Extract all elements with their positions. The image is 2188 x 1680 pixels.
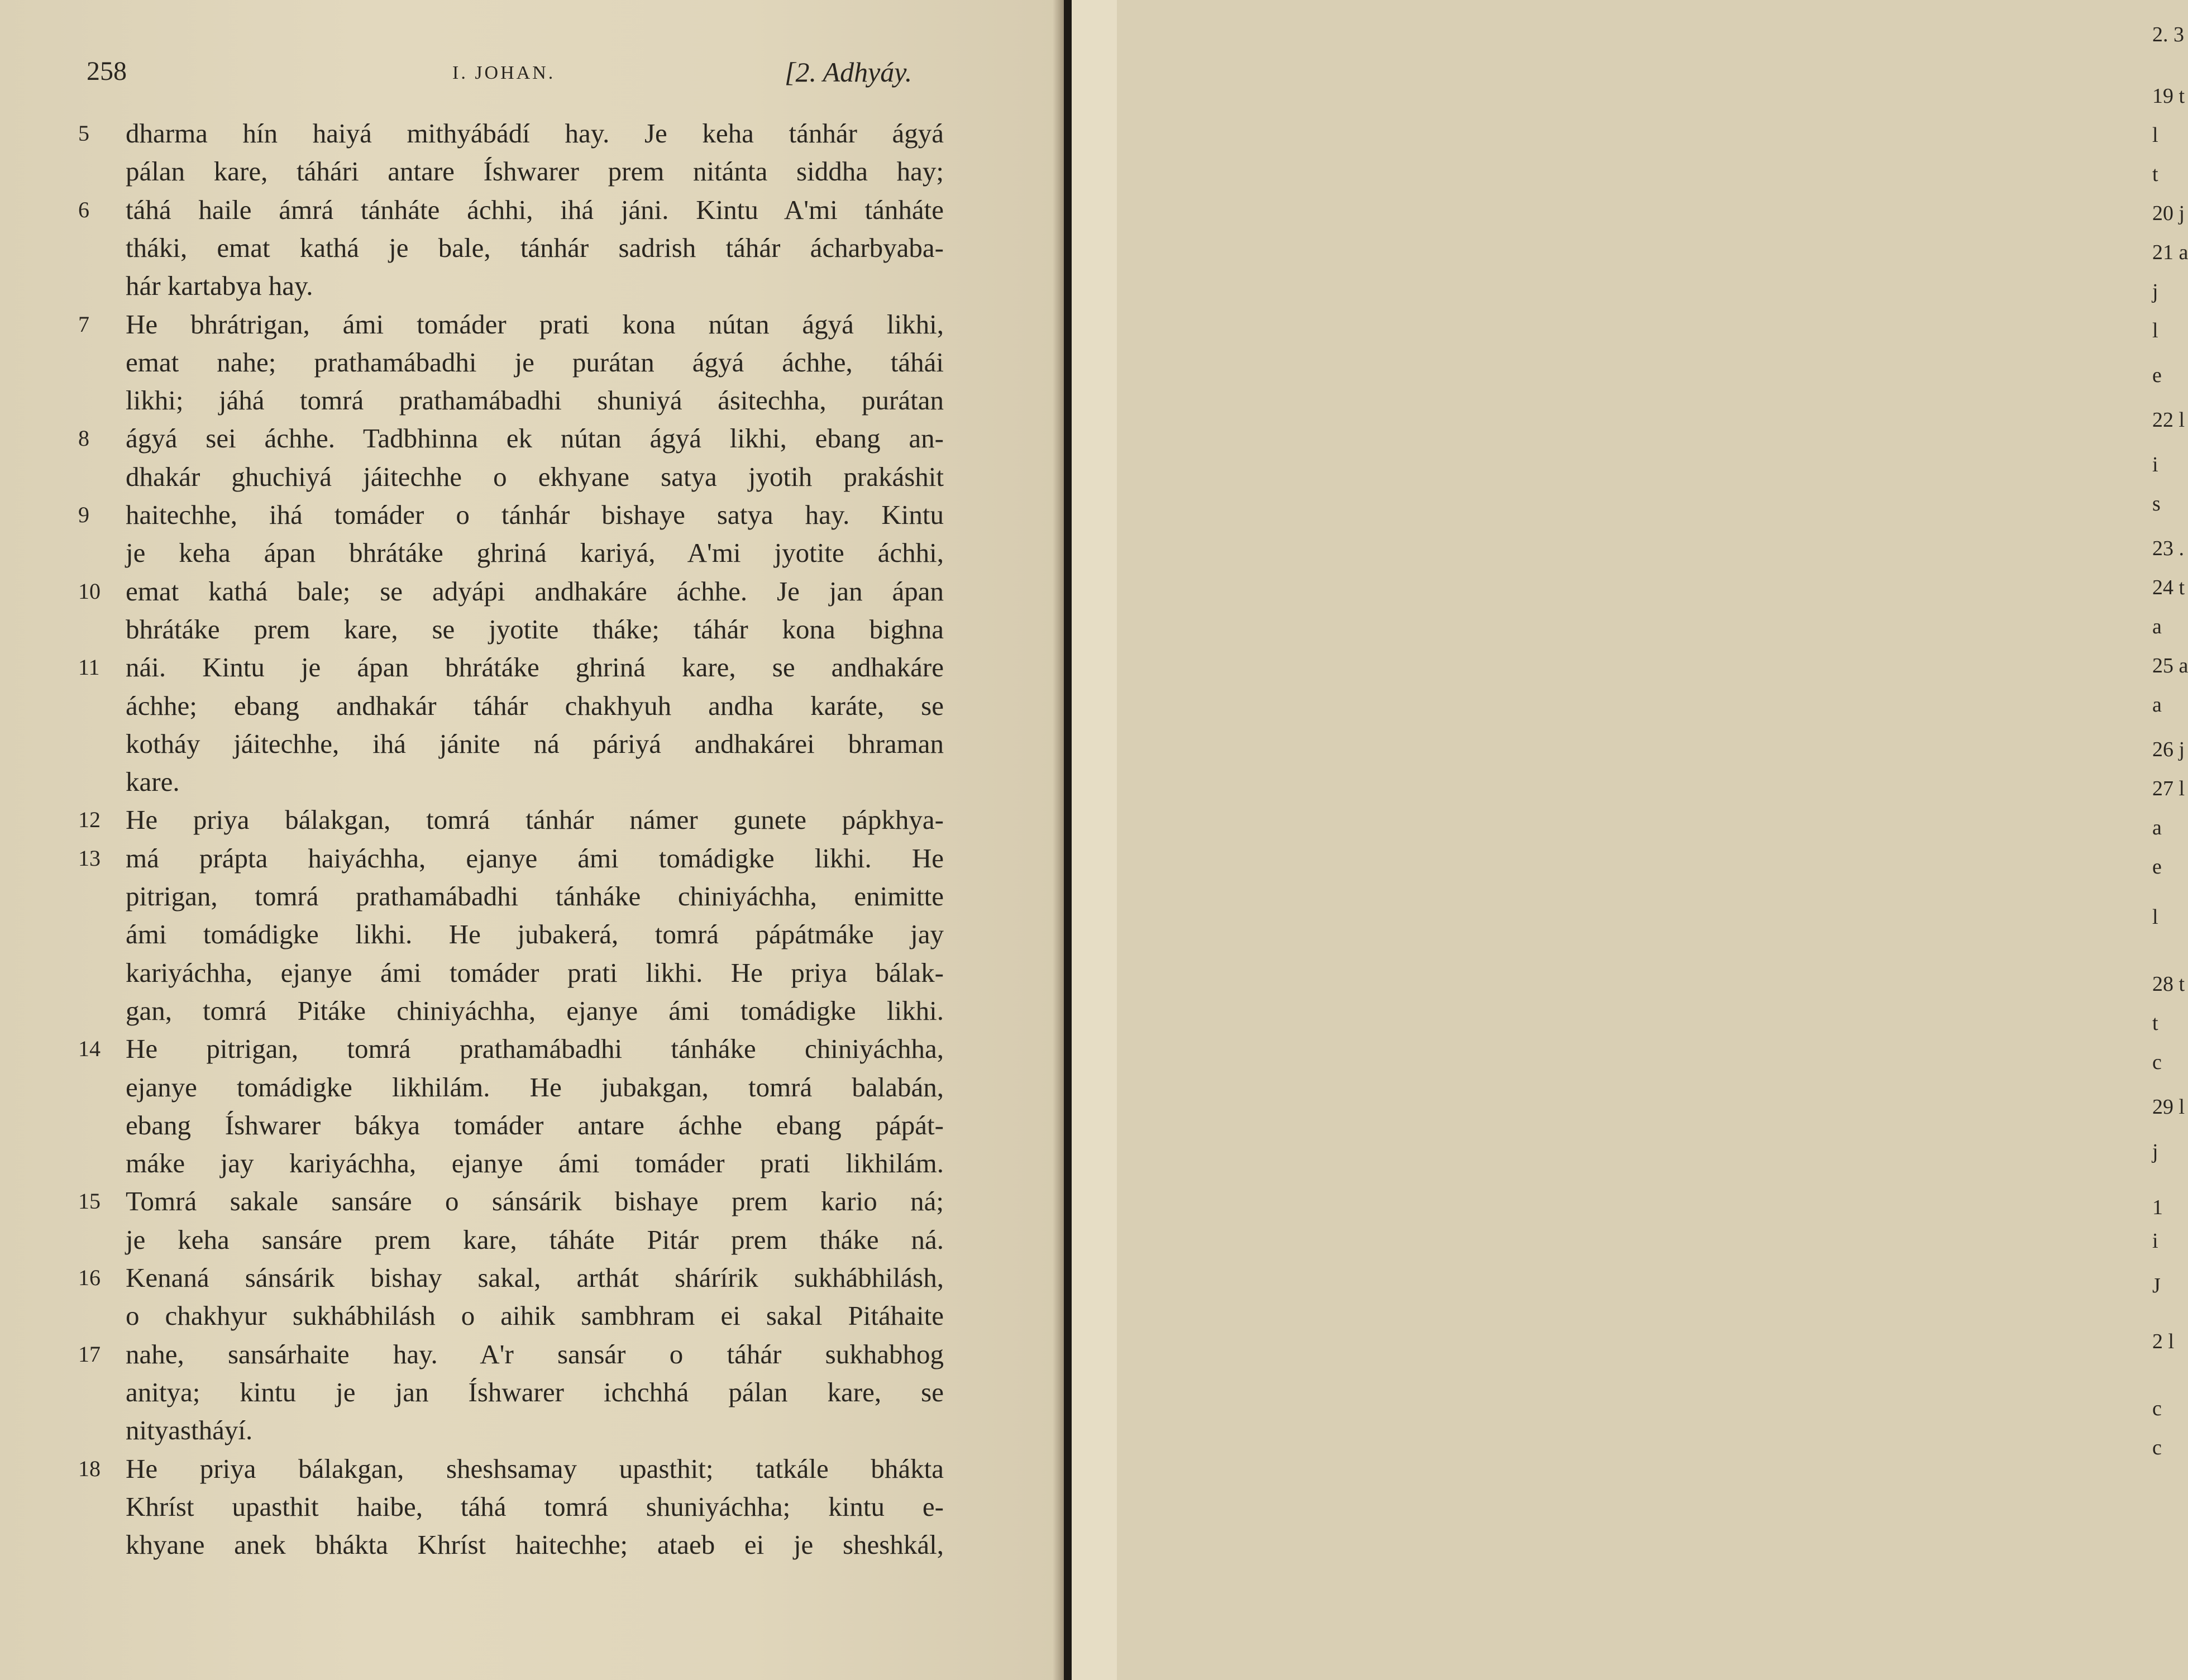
verse-number <box>78 954 120 992</box>
text-line: je keha ápan bhrátáke ghriná kariyá, A'mi jyotite áchhi, <box>126 537 944 568</box>
facing-page-fragment: 2. 3 <box>2152 23 2184 46</box>
verse-number: 15 <box>78 1189 101 1214</box>
verse-number: 5 <box>78 121 89 146</box>
verse-number: 9 <box>78 502 89 527</box>
book-gutter <box>1064 0 1072 1680</box>
text-line: gan, tomrá Pitáke chiniyáchha, ejanye ámi tomádigke likhi. <box>126 995 944 1026</box>
text-line: hár kartabya hay. <box>126 270 313 301</box>
facing-page-fragment: 24 t <box>2152 576 2185 599</box>
text-line: He priya bálakgan, tomrá tánhár námer gunete pápkhya- <box>126 804 944 835</box>
verse-number <box>78 1068 120 1106</box>
verse-number <box>78 1144 120 1182</box>
verse-number <box>78 1297 120 1335</box>
facing-page-fragment: 22 l <box>2152 408 2185 432</box>
text-line: kariyáchha, ejanye ámi tomáder prati likhi. He priya bálak- <box>126 957 944 988</box>
text-line: haitechhe, ihá tomáder o tánhár bishaye satya hay. Kintu <box>126 499 944 530</box>
facing-page-fragment: j <box>2152 280 2158 303</box>
facing-page-fragment: 23 . <box>2152 537 2184 560</box>
facing-page-fragment: 19 t <box>2152 84 2185 108</box>
facing-page-fragment: j <box>2152 1140 2158 1163</box>
facing-page-fragment: 2 l <box>2152 1330 2175 1353</box>
facing-page-fragment: a <box>2152 816 2162 839</box>
verse-number <box>78 381 120 419</box>
facing-page-fragment: 21 a <box>2152 241 2188 264</box>
verse-number <box>78 229 120 267</box>
book-page <box>0 0 1064 1680</box>
verse-number <box>78 763 120 801</box>
facing-page-fragment: a <box>2152 615 2162 638</box>
facing-page-fragment: 27 l <box>2152 777 2185 800</box>
facing-page-fragment: J <box>2152 1274 2161 1297</box>
facing-page-fragment: t <box>2152 1011 2158 1035</box>
facing-page-fragment: c <box>2152 1051 2162 1074</box>
verse-number <box>78 687 120 725</box>
verse-number <box>78 992 120 1030</box>
text-line: Kenaná sánsárik bishay sakal, arthát shárírik sukhábhilásh, <box>126 1262 944 1293</box>
chapter-reference: [2. Adhyáy. <box>785 56 913 88</box>
verse-number <box>78 1488 120 1526</box>
text-line: ágyá sei áchhe. Tadbhinna ek nútan ágyá likhi, ebang an- <box>126 423 944 454</box>
verse-number <box>78 1221 120 1259</box>
facing-page-fragment: a <box>2152 693 2162 717</box>
verse-number: 13 <box>78 846 101 871</box>
verse-number <box>78 725 120 763</box>
text-line: dhakár ghuchiyá jáitechhe o ekhyane satya jyotih prakáshit <box>126 461 944 492</box>
page-number: 258 <box>87 56 127 86</box>
facing-page-fragment: l <box>2152 123 2158 147</box>
text-line: Tomrá sakale sansáre o sánsárik bishaye prem kario ná; <box>126 1186 944 1216</box>
verse-number <box>78 152 120 190</box>
text-line: nityastháyí. <box>126 1415 253 1445</box>
facing-page-fragment: i <box>2152 1229 2158 1253</box>
text-line: Khríst upasthit haibe, táhá tomrá shuniyáchha; kintu e- <box>126 1491 944 1522</box>
verse-number: 16 <box>78 1265 101 1290</box>
text-line: tháki, emat kathá je bale, tánhár sadrish táhár ácharbyaba- <box>126 232 944 263</box>
text-line: o chakhyur sukhábhilásh o aihik sambhram ei sakal Pitáhaite <box>126 1300 944 1331</box>
facing-page-fragment: e <box>2152 364 2162 387</box>
text-line: He pitrigan, tomrá prathamábadhi tánháke chiniyáchha, <box>126 1033 944 1064</box>
text-line: táhá haile ámrá tánháte áchhi, ihá jáni. Kintu A'mi tánháte <box>126 194 944 225</box>
facing-page-fragment: l <box>2152 319 2158 342</box>
verse-number: 7 <box>78 312 89 337</box>
text-line: máke jay kariyáchha, ejanye ámi tomáder prati likhilám. <box>126 1148 944 1178</box>
text-line: emat nahe; prathamábadhi je purátan ágyá áchhe, táhái <box>126 347 944 378</box>
facing-page-fragment: 28 t <box>2152 972 2185 996</box>
verse-number <box>78 915 120 953</box>
facing-page-fragment: c <box>2152 1436 2162 1459</box>
text-line: áchhe; ebang andhakár táhár chakhyuh andha karáte, se <box>126 690 944 721</box>
verse-number: 6 <box>78 197 89 222</box>
facing-page-fragment: 29 l <box>2152 1095 2185 1119</box>
text-line: ebang Íshwarer bákya tomáder antare áchhe ebang pápát- <box>126 1110 944 1140</box>
text-line: emat kathá bale; se adyápi andhakáre áchhe. Je jan ápan <box>126 576 944 607</box>
verse-number <box>78 458 120 496</box>
verse-number <box>78 343 120 381</box>
text-line: kare. <box>126 766 180 797</box>
facing-page-fragment: 1 <box>2152 1196 2163 1219</box>
facing-page-fragment: s <box>2152 492 2161 516</box>
facing-page-fragment: 26 j <box>2152 738 2185 761</box>
verse-number <box>78 1411 120 1449</box>
verse-number: 8 <box>78 426 89 451</box>
text-line: nái. Kintu je ápan bhrátáke ghriná kare, se andhakáre <box>126 652 944 682</box>
verse-number <box>78 534 120 572</box>
text-line: ejanye tomádigke likhilám. He jubakgan, tomrá balabán, <box>126 1072 944 1102</box>
text-line: je keha sansáre prem kare, táháte Pitár prem tháke ná. <box>126 1224 944 1255</box>
facing-page-fragment: 20 j <box>2152 202 2185 225</box>
text-line: dharma hín haiyá mithyábádí hay. Je keha tánhár ágyá <box>126 118 944 149</box>
text-line: anitya; kintu je jan Íshwarer ichchhá pálan kare, se <box>126 1377 944 1407</box>
verse-number: 12 <box>78 807 101 832</box>
verse-number: 17 <box>78 1342 101 1367</box>
text-line: He bhrátrigan, ámi tomáder prati kona nútan ágyá likhi, <box>126 309 944 340</box>
facing-page-fragment: c <box>2152 1397 2162 1420</box>
verse-number <box>78 1106 120 1144</box>
verse-number: 18 <box>78 1456 101 1481</box>
verse-number: 14 <box>78 1036 101 1061</box>
text-line: He priya bálakgan, sheshsamay upasthit; tatkále bhákta <box>126 1453 944 1484</box>
verse-number: 11 <box>78 655 100 680</box>
verse-number: 10 <box>78 579 101 604</box>
facing-page-fragment: 25 a <box>2152 654 2188 677</box>
verse-number <box>78 1373 120 1411</box>
facing-page-fragment: l <box>2152 905 2158 929</box>
verse-number <box>78 877 120 915</box>
text-line: khyane anek bhákta Khríst haitechhe; ataeb ei je sheshkál, <box>126 1529 944 1560</box>
text-line: kotháy jáitechhe, ihá jánite ná páriyá andhakárei bhraman <box>126 728 944 759</box>
verse-number <box>78 267 120 305</box>
facing-page-fragment: e <box>2152 855 2162 879</box>
text-line: bhrátáke prem kare, se jyotite tháke; táhár kona bighna <box>126 614 944 645</box>
text-line: nahe, sansárhaite hay. A'r sansár o táhár sukhabhog <box>126 1339 944 1369</box>
facing-page-fragment: t <box>2152 163 2158 186</box>
text-line: pitrigan, tomrá prathamábadhi tánháke chiniyáchha, enimitte <box>126 881 944 911</box>
text-line: likhi; jáhá tomrá prathamábadhi shuniyá ásitechha, purátan <box>126 385 944 416</box>
running-title: I. JOHAN. <box>452 63 556 83</box>
text-line: má prápta haiyáchha, ejanye ámi tomádigke likhi. He <box>126 843 944 874</box>
verse-number <box>78 610 120 648</box>
text-line: pálan kare, táhári antare Íshwarer prem nitánta siddha hay; <box>126 156 944 187</box>
facing-page-edge <box>1072 0 2188 1680</box>
facing-page-fragment: i <box>2152 453 2158 476</box>
text-line: ámi tomádigke likhi. He jubakerá, tomrá pápátmáke jay <box>126 919 944 949</box>
verse-number <box>78 1526 120 1564</box>
